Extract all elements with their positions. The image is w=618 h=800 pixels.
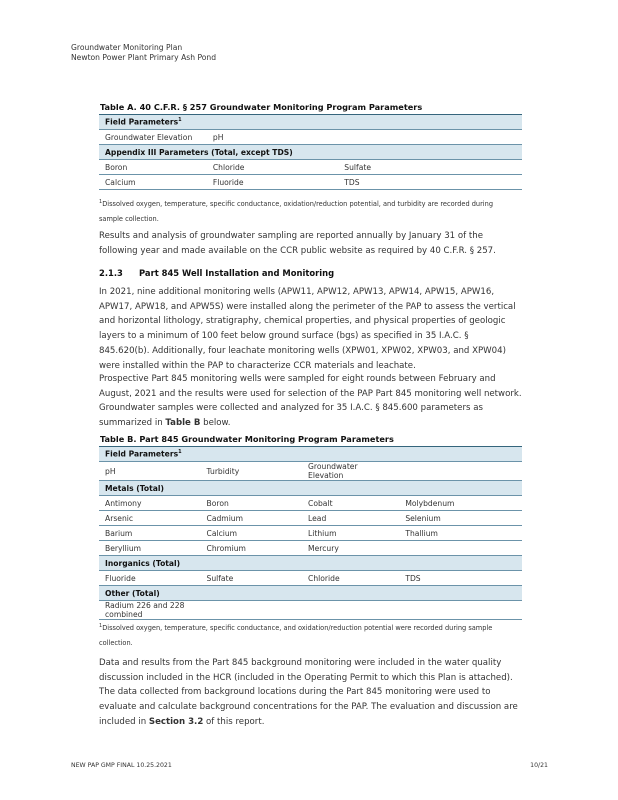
table-b-footnote bbox=[99, 619, 492, 650]
table-cell bbox=[338, 130, 510, 145]
table-cell: Fluoride bbox=[207, 175, 338, 190]
footnote-text: Dissolved oxygen, temperature, specific conductance, oxidation/reduction potential, and turbidity are recorded during bbox=[102, 200, 494, 209]
section-header-cell bbox=[99, 556, 522, 571]
table-row bbox=[99, 601, 522, 620]
para-line: 845.620(b). Additionally, four leachate monitoring wells (XPW01, XPW02, XPW03, and XPW04) bbox=[99, 345, 506, 356]
table-cell bbox=[399, 541, 522, 556]
table-b-reference: Table B bbox=[165, 418, 201, 429]
table-cell: Groundwater Elevation bbox=[99, 130, 207, 145]
section-header-row bbox=[99, 115, 522, 130]
paragraph-background bbox=[99, 656, 529, 730]
table-b-caption: Table B. Part 845 Groundwater Monitoring Program Parameters bbox=[100, 434, 394, 444]
para-text: of this report. bbox=[203, 716, 265, 727]
table-row bbox=[99, 571, 522, 586]
section-number: 2.1.3 bbox=[99, 268, 123, 278]
table-cell: Groundwater Elevation bbox=[302, 462, 399, 481]
table-row bbox=[99, 160, 522, 175]
section-header-cell bbox=[99, 481, 522, 496]
section-header-row bbox=[99, 556, 522, 571]
table-row bbox=[99, 130, 522, 145]
footnote-marker: 1 bbox=[99, 623, 103, 629]
table-cell: Cadmium bbox=[201, 511, 303, 526]
para-line: Results and analysis of groundwater sampling are reported annually by January 31 of the bbox=[99, 231, 483, 241]
section-title: Field Parameters bbox=[105, 449, 179, 459]
table-cell bbox=[510, 175, 522, 190]
footnote-text-cont: collection. bbox=[99, 638, 133, 647]
para-line bbox=[99, 416, 529, 431]
table-row bbox=[99, 496, 522, 511]
section-header-cell bbox=[99, 447, 522, 462]
table-cell: Cobalt bbox=[302, 496, 399, 511]
section-header-row bbox=[99, 586, 522, 601]
section-heading bbox=[99, 268, 334, 278]
para-line: and horizontal lithology, stratigraphy, chemical properties, and physical properties of geologic bbox=[99, 316, 506, 327]
footnote-marker: 1 bbox=[99, 199, 103, 205]
paragraph-sampling bbox=[99, 372, 529, 431]
table-a-caption: Table A. 40 C.F.R. § 257 Groundwater Monitoring Program Parameters bbox=[100, 102, 423, 112]
table-cell: Molybdenum bbox=[399, 496, 522, 511]
footnote-text-cont: sample collection. bbox=[99, 214, 159, 223]
table-cell: Boron bbox=[99, 160, 207, 175]
table-a-footnote bbox=[99, 195, 493, 226]
table-cell: Sulfate bbox=[201, 571, 303, 586]
para-line: layers to a minimum of 100 feet below ground surface (bgs) as specified in 35 I.A.C. § bbox=[99, 331, 469, 342]
table-cell: Beryllium bbox=[99, 541, 201, 556]
table-row bbox=[99, 526, 522, 541]
table-row bbox=[99, 462, 522, 481]
table-cell bbox=[201, 601, 303, 620]
para-line: APW17, APW18, and APW5S) were installed along the perimeter of the PAP to assess the vertical bbox=[99, 301, 516, 312]
table-cell bbox=[510, 160, 522, 175]
table-cell: Arsenic bbox=[99, 511, 201, 526]
section-title: Metals (Total) bbox=[105, 483, 164, 493]
table-cell: Chromium bbox=[201, 541, 303, 556]
table-cell: Sulfate bbox=[338, 160, 510, 175]
table-cell: Antimony bbox=[99, 496, 201, 511]
footnote-text: Dissolved oxygen, temperature, specific conductance, and oxidation/reduction potential were recorded during sample bbox=[102, 624, 493, 633]
table-cell: Calcium bbox=[201, 526, 303, 541]
table-cell: Mercury bbox=[302, 541, 399, 556]
header-subtitle: Newton Power Plant Primary Ash Pond bbox=[71, 53, 217, 62]
paragraph-results bbox=[99, 229, 529, 258]
footnote-marker: 1 bbox=[178, 449, 182, 456]
footer-doc-id: NEW PAP GMP FINAL 10.25.2021 bbox=[71, 762, 172, 769]
table-row bbox=[99, 511, 522, 526]
table-cell: Calcium bbox=[99, 175, 207, 190]
para-line: August, 2021 and the results were used for selection of the PAP Part 845 monitoring well network. bbox=[99, 388, 522, 399]
table-cell: Lithium bbox=[302, 526, 399, 541]
para-line: The data collected from background locations during the Part 845 monitoring were used to bbox=[99, 687, 491, 698]
table-row bbox=[99, 175, 522, 190]
table-cell: TDS bbox=[399, 571, 522, 586]
section-header-cell bbox=[99, 145, 522, 160]
table-b bbox=[99, 446, 522, 620]
section-title: Field Parameters bbox=[105, 117, 179, 127]
table-cell bbox=[399, 601, 522, 620]
section-title: Inorganics (Total) bbox=[105, 558, 181, 568]
para-line: Prospective Part 845 monitoring wells were sampled for eight rounds between February and bbox=[99, 374, 496, 384]
table-cell: Fluoride bbox=[99, 571, 201, 586]
table-cell: Selenium bbox=[399, 511, 522, 526]
para-line: following year and made available on the CCR public website as required by 40 C.F.R. § 257. bbox=[99, 245, 496, 256]
table-cell bbox=[510, 130, 522, 145]
table-cell: Radium 226 and 228 combined bbox=[99, 601, 201, 620]
section-header-cell bbox=[99, 586, 522, 601]
table-a bbox=[99, 114, 522, 190]
para-line: were installed within the PAP to characterize CCR materials and leachate. bbox=[99, 360, 416, 371]
section-title: Appendix III Parameters (Total, except TDS) bbox=[105, 147, 293, 157]
para-line: Groundwater samples were collected and analyzed for 35 I.A.C. § 845.600 parameters as bbox=[99, 403, 483, 414]
table-cell: Lead bbox=[302, 511, 399, 526]
para-line bbox=[99, 715, 529, 730]
section-header-cell bbox=[99, 115, 522, 130]
table-cell: Boron bbox=[201, 496, 303, 511]
section-header-row bbox=[99, 145, 522, 160]
header-title: Groundwater Monitoring Plan bbox=[71, 43, 183, 52]
table-cell: Thallium bbox=[399, 526, 522, 541]
page-header bbox=[71, 43, 216, 63]
table-row bbox=[99, 541, 522, 556]
para-line: evaluate and calculate background concentrations for the PAP. The evaluation and discussion are bbox=[99, 702, 518, 713]
para-text: included in bbox=[99, 716, 149, 727]
para-line: In 2021, nine additional monitoring wells (APW11, APW12, APW13, APW14, APW15, APW16, bbox=[99, 287, 495, 297]
para-text: below. bbox=[200, 418, 231, 429]
table-cell: Barium bbox=[99, 526, 201, 541]
para-line: Data and results from the Part 845 background monitoring were included in the water quality bbox=[99, 658, 502, 668]
table-cell: Turbidity bbox=[201, 462, 303, 481]
section-title: Other (Total) bbox=[105, 588, 160, 598]
footer-page-number: 10/21 bbox=[530, 762, 548, 769]
table-cell: TDS bbox=[338, 175, 510, 190]
section-title: Part 845 Well Installation and Monitoring bbox=[139, 268, 335, 278]
section-reference: Section 3.2 bbox=[148, 716, 204, 727]
section-header-row bbox=[99, 481, 522, 496]
paragraph-wells bbox=[99, 285, 529, 373]
footnote-marker: 1 bbox=[178, 117, 182, 124]
table-cell: pH bbox=[207, 130, 338, 145]
table-cell: pH bbox=[99, 462, 201, 481]
table-cell bbox=[399, 462, 522, 481]
table-cell: Chloride bbox=[302, 571, 399, 586]
para-line: discussion included in the HCR (included in the Operating Permit to which this Plan is attached). bbox=[99, 672, 513, 683]
section-header-row bbox=[99, 447, 522, 462]
table-cell: Chloride bbox=[207, 160, 338, 175]
table-cell bbox=[302, 601, 399, 620]
para-text: summarized in bbox=[99, 418, 166, 429]
